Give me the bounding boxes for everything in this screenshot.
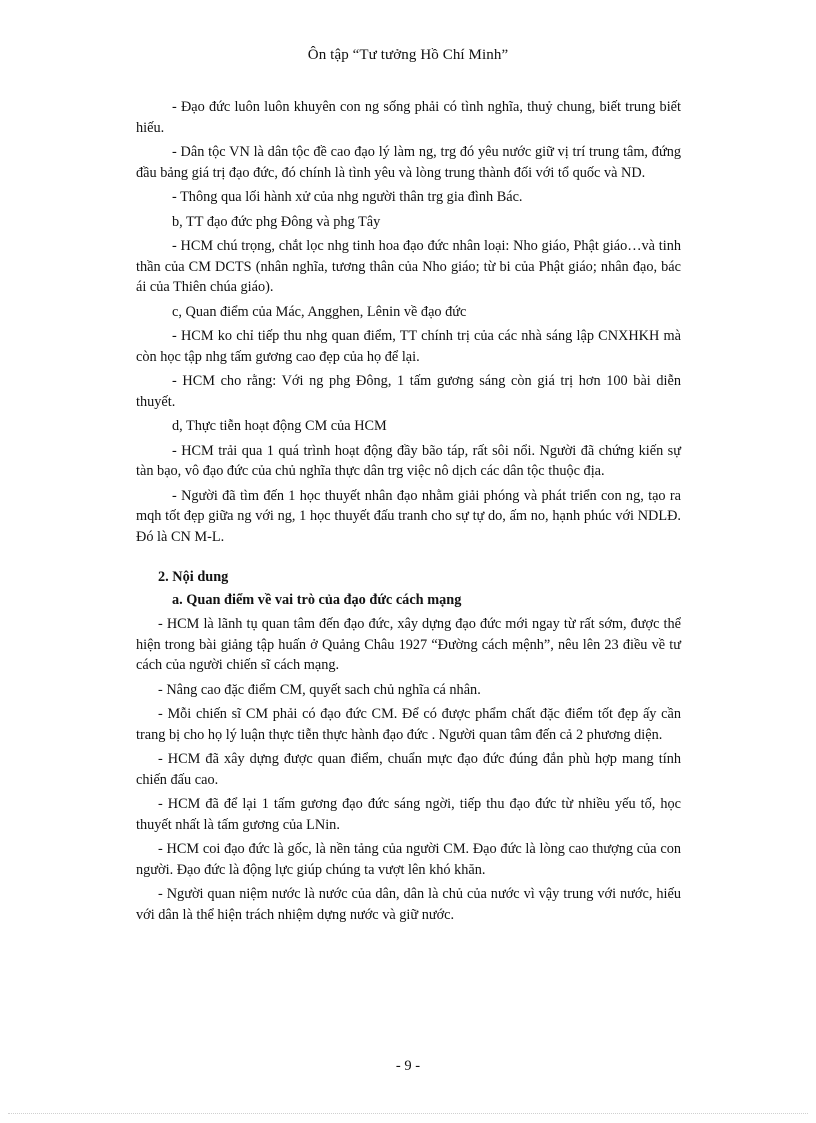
subsection-heading: b, TT đạo đức phg Đông và phg Tây <box>172 213 381 230</box>
paragraph: - HCM ko chỉ tiếp thu nhg quan điểm, TT chính trị của các nhà sáng lập CNXHKH mà còn học tập nhg tấm gương cao đẹp của họ để lại. <box>136 328 681 365</box>
page-number: - 9 - <box>395 1058 421 1074</box>
paragraph: - HCM coi đạo đức là gốc, là nền tảng của người CM. Đạo đức là lòng cao thượng của con người. Đạo đức là động lực giúp chúng ta vượt lên khó khăn. <box>136 841 681 878</box>
paragraph: - Người đã tìm đến 1 học thuyết nhân đạo nhằm giải phóng và phát triển con ng, tạo ra mqh tốt đẹp giữa ng với ng, 1 học thuyết đấu tranh cho sự tự do, ấm no, hạnh phúc với NDLĐ. Đó là CN M-L. <box>136 487 681 545</box>
paragraph: - HCM là lãnh tụ quan tâm đến đạo đức, xây dựng đạo đức mới ngay từ rất sớm, được thể hiện trong bài giảng tập huấn ở Quảng Châu 1927 “Đường cách mệnh”, nêu lên 23 điều về tư cách của người chiến sĩ cách mạng. <box>136 616 681 673</box>
paragraph: - Mỗi chiến sĩ CM phải có đạo đức CM. Để có được phẩm chất đặc điểm tốt đẹp ấy cần trang bị cho họ lý luận thực tiễn thực hành đạo đức . Người quan tâm đến cả 2 phương diện. <box>136 706 681 743</box>
paragraph: - HCM chú trọng, chắt lọc nhg tinh hoa đạo đức nhân loại: Nho giáo, Phật giáo…và tinh thần của CM DCTS (nhân nghĩa, tương thân của Nho giáo; từ bi của Phật giáo; nhân đạo, bác ái của Thiên chúa giáo). <box>136 238 681 295</box>
paragraph: - HCM trải qua 1 quá trình hoạt động đầy bão táp, rất sôi nổi. Người đã chứng kiến sự tàn bạo, vô đạo đức của chủ nghĩa thực dân trg việc nô dịch các dân tộc thuộc địa. <box>136 442 681 479</box>
paragraph: - HCM đã xây dựng được quan điểm, chuẩn mực đạo đức đúng đắn phù hợp mang tính chiến đấu cao. <box>136 751 681 788</box>
section-heading: 2. Nội dung <box>158 569 229 585</box>
paragraph: - Người quan niệm nước là nước của dân, dân là chủ của nước vì vậy trung với nước, hiếu với dân là thể hiện trách nhiệm dựng nước và giữ nước. <box>136 886 681 923</box>
paragraph: - Thông qua lối hành xử của nhg người thân trg gia đình Bác. <box>172 189 523 205</box>
paragraph: - Nâng cao đặc điểm CM, quyết sach chủ nghĩa cá nhân. <box>158 681 481 698</box>
page-edge-divider <box>8 1113 808 1114</box>
subsection-heading: d, Thực tiễn hoạt động CM của HCM <box>172 418 387 434</box>
section-subheading: a. Quan điểm về vai trò của đạo đức cách mạng <box>172 591 462 608</box>
paragraph: - Dân tộc VN là dân tộc đề cao đạo lý làm ng, trg đó yêu nước giữ vị trí trung tâm, đứng đầu bảng giá trị đạo đức, đó chính là tình yêu và lòng trung thành đối với tổ quốc và ND. <box>136 144 681 181</box>
paragraph: - HCM cho rằng: Với ng phg Đông, 1 tấm gương sáng còn giá trị hơn 100 bài diễn thuyết. <box>136 373 681 410</box>
subsection-heading: c, Quan điểm của Mác, Angghen, Lênin về đạo đức <box>172 303 467 320</box>
paragraph: - Đạo đức luôn luôn khuyên con ng sống phải có tình nghĩa, thuỷ chung, biết trung biết hiếu. <box>136 99 681 136</box>
paragraph: - HCM đã để lại 1 tấm gương đạo đức sáng ngời, tiếp thu đạo đức từ nhiều yếu tố, học thuyết nhất là tấm gương của LNin. <box>136 796 681 833</box>
page-header: Ôn tập “Tư tưởng Hồ Chí Minh” <box>307 47 509 63</box>
document-body <box>136 97 681 929</box>
